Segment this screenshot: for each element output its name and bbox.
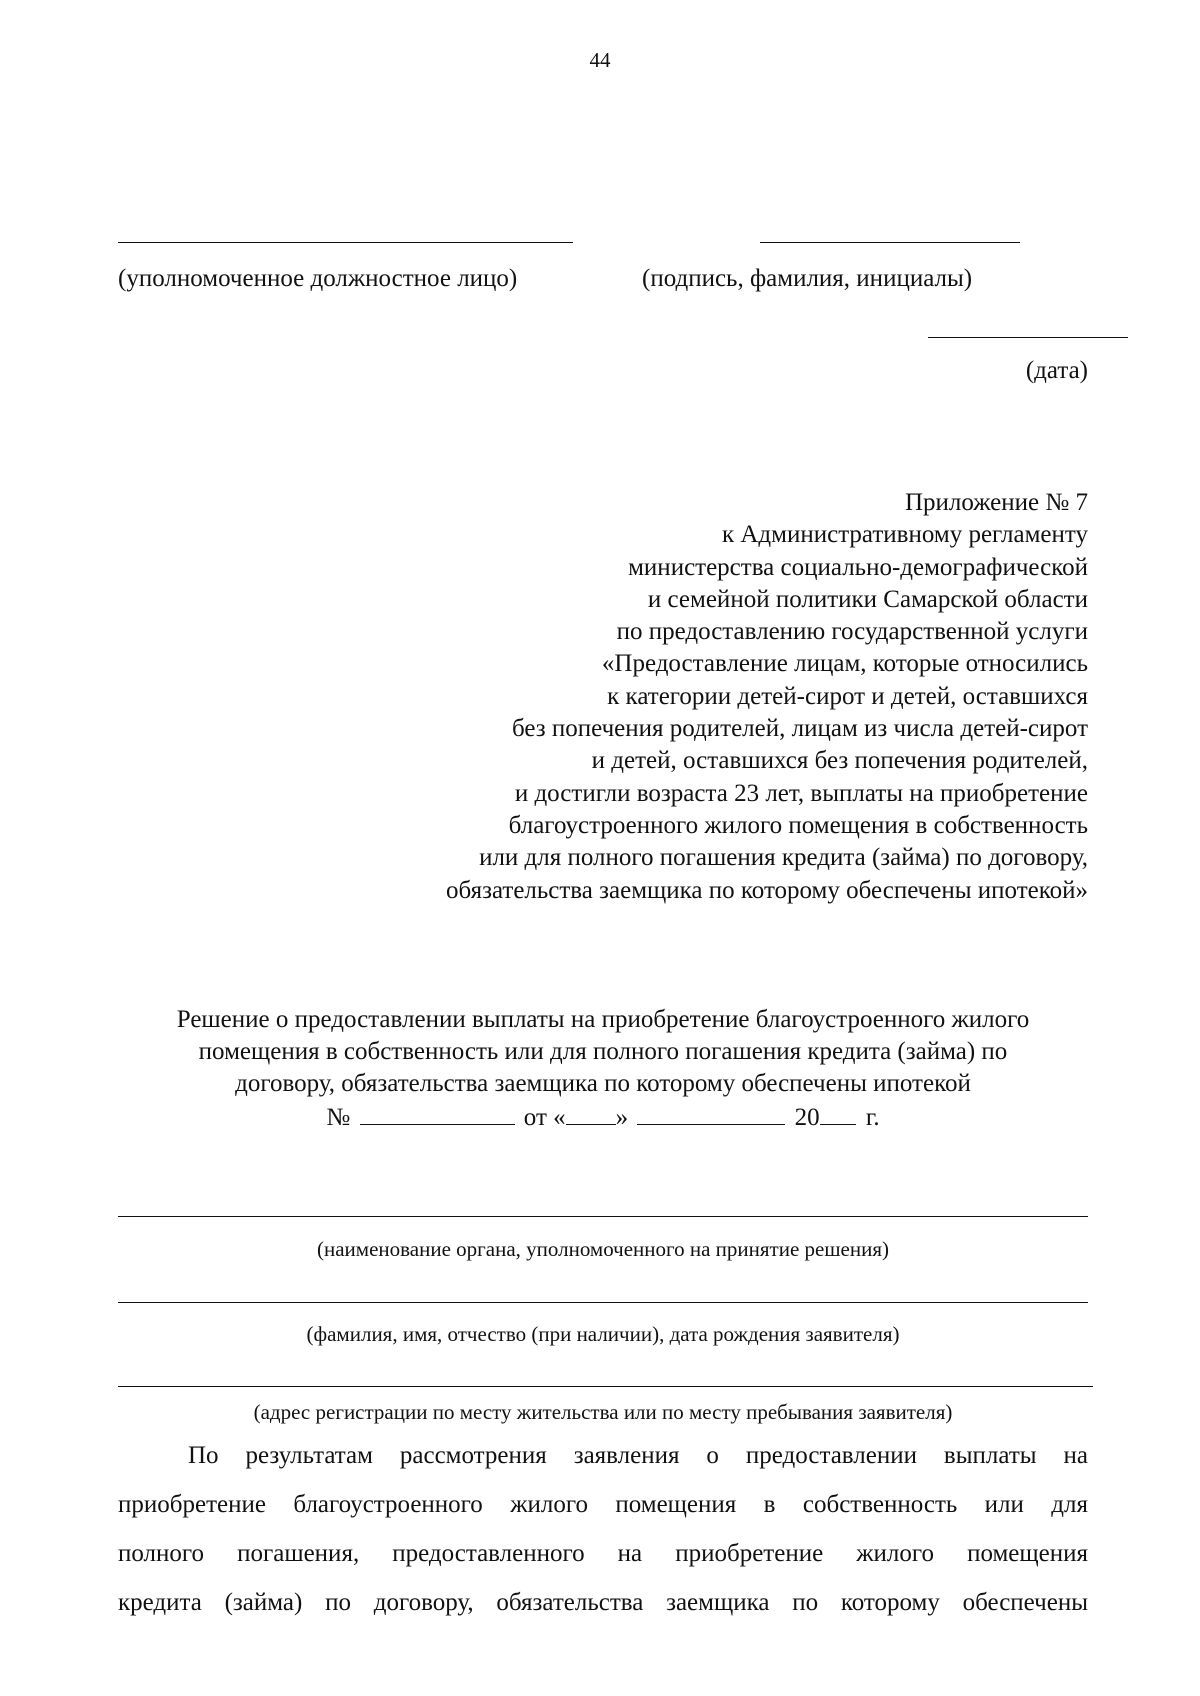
appendix-line: и достигли возраста 23 лет, выплаты на приобретение (514, 779, 1088, 807)
official-caption: (уполномоченное должностное лицо) (118, 265, 518, 292)
year-prefix: 20 (794, 1104, 820, 1131)
applicant-line (118, 1302, 1088, 1303)
appendix-line: без попечения родителей, лицам из числа детей-сирот (511, 715, 1088, 743)
appendix-line: обязательства заемщика по которому обеспечены ипотекой» (445, 876, 1088, 904)
month-blank[interactable] (637, 1100, 785, 1125)
appendix-line: к Административному регламенту (721, 521, 1088, 549)
applicant-caption: (фамилия, имя, отчество (при наличии), дата рождения заявителя) (306, 1322, 900, 1346)
appendix-header (288, 487, 1088, 907)
decision-number-line (118, 1100, 1088, 1134)
date-line (928, 337, 1128, 338)
appendix-line: и семейной политики Самарской области (647, 585, 1088, 613)
body-paragraph (118, 1431, 1088, 1627)
appendix-line: министерства социально-демографической (628, 553, 1088, 581)
from-close-text: » (615, 1104, 629, 1131)
number-sign: № (326, 1104, 351, 1131)
decision-title (118, 1004, 1088, 1100)
year-suffix: г. (865, 1104, 880, 1131)
appendix-line: по предоставлению государственной услуги (616, 618, 1088, 646)
authority-caption: (наименование органа, уполномоченного на принятие решения) (317, 1237, 889, 1261)
appendix-line: Приложение № 7 (904, 489, 1088, 516)
decision-title-line: договору, обязательства заемщика по которому обеспечены ипотекой (235, 1070, 971, 1097)
body-line: По результатам рассмотрения заявления о предоставлении выплаты на (188, 1442, 1088, 1469)
body-line: приобретение благоустроенного жилого помещения в собственность или для (118, 1491, 1088, 1518)
decision-number-blank[interactable] (360, 1100, 515, 1125)
page-number: 44 (589, 48, 611, 72)
authority-line (118, 1216, 1088, 1217)
address-line (118, 1386, 1093, 1387)
signature-name-line (760, 242, 1020, 243)
decision-title-line: помещения в собственность или для полного погашения кредита (займа) по (198, 1038, 1008, 1065)
address-caption: (адрес регистрации по месту жительства или по месту пребывания заявителя) (253, 1400, 953, 1424)
appendix-line: к категории детей-сирот и детей, оставшихся (607, 682, 1088, 710)
signature-caption: (подпись, фамилия, инициалы) (642, 265, 973, 292)
decision-title-line: Решение о предоставлении выплаты на приобретение благоустроенного жилого (176, 1006, 1030, 1033)
year-blank[interactable] (820, 1100, 856, 1125)
body-line: кредита (займа) по договору, обязательства заемщика по которому обеспечены (118, 1589, 1088, 1616)
date-caption: (дата) (1025, 357, 1088, 384)
appendix-line: и детей, оставшихся без попечения родителей, (591, 747, 1088, 775)
day-blank[interactable] (566, 1100, 616, 1125)
appendix-line: благоустроенного жилого помещения в собственность (508, 811, 1088, 839)
appendix-line: или для полного погашения кредита (займа) по договору, (479, 844, 1088, 872)
body-line: полного погашения, предоставленного на приобретение жилого помещения (118, 1540, 1088, 1567)
appendix-line: «Предоставление лицам, которые относились (601, 650, 1088, 678)
official-signature-line (118, 242, 573, 243)
from-open-text: от « (523, 1104, 566, 1131)
